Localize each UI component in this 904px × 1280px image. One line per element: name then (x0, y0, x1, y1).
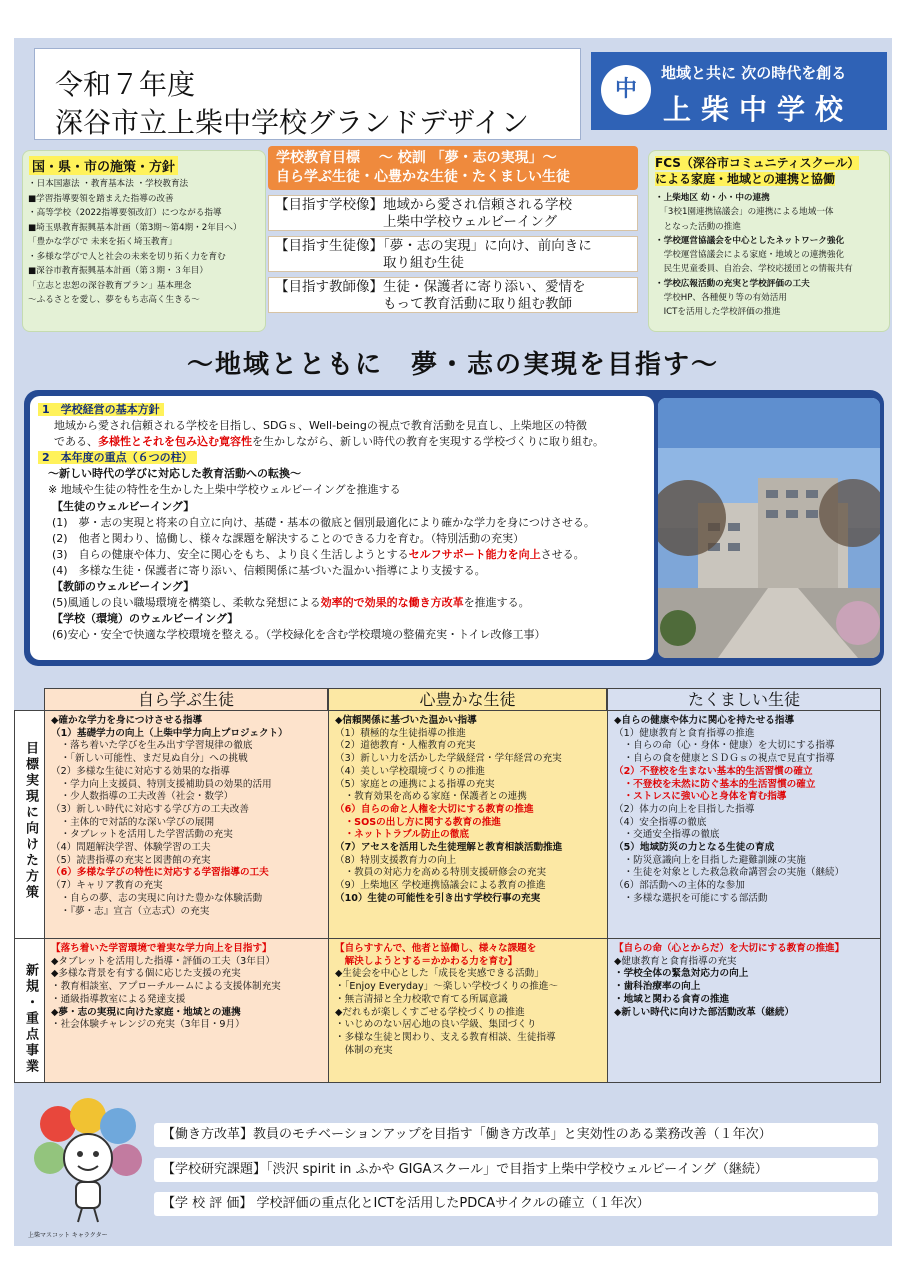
fcs-line: ICTを活用した学校評価の推進 (655, 307, 781, 318)
table-line: （5）地域防災の力となる生徒の育成 (614, 842, 775, 854)
strong-body-strategies (607, 710, 881, 939)
table-line: ・無言清掃と全力校歌で育てる所属意識 (335, 993, 508, 1005)
table-line: ・『夢・志』宣言（立志式）の充実 (51, 905, 210, 917)
fcs-box (648, 150, 890, 332)
fcs-heading: FCS（深谷市コミュニティスクール） による家庭・地域との連携と協働 (655, 156, 860, 186)
page-title: 深谷市立上柴中学校グランドデザイン (55, 106, 530, 139)
table-line: ・SOSの出し方に関する教育の推進 (335, 816, 501, 828)
table-line: （4）美しい学校環境づくりの推進 (335, 765, 486, 777)
policy-line: ・高等学校（2022指導要領改訂）につながる指導 (28, 208, 222, 218)
management-policy-text: 地域から愛され信頼される学校を目指し、SDGｓ、Well-beingの視点で教育活動を見直し、上柴地区の特徴 (54, 419, 587, 433)
policy-line: ■学習指導要領を踏まえた指導の改善 (28, 193, 174, 204)
self-learning-strategies (44, 710, 329, 939)
table-line: ・落ち着いた学びを生み出す学習規律の徹底 (51, 740, 253, 752)
pillar-5: (5)風通しの良い職場環境を構築し、柔軟な発想による効率的で効果的な働き方改革を推進する。 (52, 596, 530, 610)
table-line: （2）体力の向上を目指した指導 (614, 803, 755, 815)
fcs-line: 民生児童委員、自治会、学校応援団との情報共有 (655, 264, 853, 275)
goal-row-line2: 取り組む生徒 (275, 255, 464, 271)
goal-row-line1: 【目指す生徒像】「夢・志の実現」に向け、前向きに (275, 238, 592, 254)
table-line: ◆多様な背景を有する個に応じた支援の充実 (51, 968, 241, 980)
title-year: 令和７年度 (55, 68, 196, 101)
table-line: ・教育効果を高める家庭・保護者との連携 (335, 791, 527, 803)
table-line: ・学校全体の緊急対応力の向上 (614, 968, 749, 980)
goal-head-line1: 学校教育目標 〜 校訓 「夢・志の実現」〜 (276, 150, 557, 166)
table-line: ・交通安全指導の徹底 (614, 829, 720, 841)
table-line: （9）上柴地区 学校連携協議会による教育の推進 (335, 880, 546, 892)
table-line: 【自らすすんで、他者と協働し、様々な課題を (335, 943, 537, 954)
mascot-caption: 上柴マスコット キャラクター (28, 1232, 108, 1239)
table-line: ・地域と関わる食育の推進 (614, 993, 730, 1005)
pillar-4: (4) 多様な生徒・保護者に寄り添い、信頼関係に基づいた温かい指導により支援する。 (52, 563, 486, 577)
table-line: （10）生徒の可能性を引き出す学校行事の充実 (335, 892, 541, 904)
table-line: （1）基礎学力の向上（上柴中学力向上プロジェクト） (51, 727, 288, 739)
table-line: （3）新しい時代に対応する学び方の工夫改善 (51, 803, 249, 815)
table-line: ・自らの食を健康とＳＤＧｓの視点で見直す指導 (614, 753, 835, 765)
policy-line: ・多様な学びで人と社会の未来を切り拓く力を育む (28, 251, 226, 262)
goal-row (268, 195, 638, 231)
goal-head-line2: 自ら学ぶ生徒・心豊かな生徒・たくましい生徒 (276, 169, 570, 185)
student-wellbeing-heading: 【生徒のウェルビーイング】 (52, 499, 195, 513)
pillar-3: (3) 自らの健康や体力、安全に関心をもち、より良く生活しようとするセルフサポート能力を向上させる。 (52, 547, 585, 561)
table-line: （2）不登校を生まない基本的生活習慣の確立 (614, 765, 813, 777)
table-line: （4）問題解決学習、体験学習の工夫 (51, 842, 211, 854)
table-line: ・生徒を対象とした救急救命講習会の実施（継続） (614, 867, 845, 879)
table-line: （6）部活動への主体的な参加 (614, 880, 745, 892)
brand-tagline: 地域と共に 次の時代を創る (661, 64, 847, 82)
table-line: ◆新しい時代に向けた部活動改革（継続） (614, 1006, 795, 1018)
table-line: 体制の充実 (335, 1044, 393, 1056)
table-line: ◆確かな学力を身につけさせる指導 (51, 715, 203, 726)
fcs-line: 学校運営協議会による家庭・地域との連携強化 (655, 250, 845, 261)
rich-heart-strategies (328, 710, 608, 939)
table-line: ◆自らの健康や体力に関心を持たせる指導 (614, 715, 795, 726)
table-line: ・少人数指導の工夫改善（社会・数学） (51, 791, 234, 803)
table-line: ・いじめのない居心地の良い学級、集団づくり (335, 1019, 537, 1031)
strong-body-projects (607, 938, 881, 1083)
grand-design-sheet (14, 38, 892, 1246)
table-line: ・ストレスに強い心と身体を育む指導 (614, 791, 787, 803)
fcs-line: 「3校1園連携協議会」の連携による地域一体 (655, 207, 834, 218)
header-self-learning: 自ら学ぶ生徒 (44, 688, 328, 711)
school-wellbeing-heading: 【学校（環境）のウェルビーイング】 (52, 612, 239, 626)
teacher-wellbeing-heading: 【教師のウェルビーイング】 (52, 580, 195, 594)
table-line: （5）家庭との連携による指導の充実 (335, 778, 495, 790)
table-line: ・「Enjoy Everyday」〜楽しい学校づくりの推進〜 (335, 981, 559, 993)
policy-line: ■深谷市教育振興基本計画（第３期・３年目） (28, 266, 208, 276)
table-line: ◆夢・志の実現に向けた家庭・地域との連携 (51, 1006, 241, 1018)
pillar-1: (1) 夢・志の実現と将来の自立に向け、基礎・基本の徹底と個別最適化により確かな学力を身につけさせる。 (52, 515, 595, 529)
table-line: ◆だれもが楽しくすごせる学校づくりの推進 (335, 1006, 525, 1018)
side-label-strategies: 目標実現に向けた方策 (23, 741, 38, 901)
management-subtitle: 〜新しい時代の学びに対応した教育活動への転換〜 (48, 467, 301, 481)
table-line: （7）キャリア教育の充実 (51, 880, 163, 892)
brand-school-name: 上柴中学校 (663, 93, 854, 126)
research-theme-bar: 【学校研究課題】「渋沢 spirit in ふかや GIGAスクール」で目指す上柴中学校ウェルビーイング（継続） (154, 1158, 878, 1182)
goal-row (268, 236, 638, 272)
table-line: （6）自らの命と人権を大切にする教育の推進 (335, 803, 534, 815)
goal-head (268, 146, 638, 190)
policy-heading: 国・県・市の施策・方針 (29, 156, 178, 175)
policy-line: 「立志と忠恕の深谷教育プラン」基本理念 (28, 280, 192, 291)
self-learning-projects (44, 938, 329, 1083)
table-line: ・自らの夢、志の実現に向けた豊かな体験活動 (51, 892, 263, 904)
header-rich-heart: 心豊かな生徒 (328, 688, 607, 711)
mascot (28, 1096, 148, 1238)
table-line: ・通級指導教室による発達支援 (51, 993, 186, 1005)
goal-row-line2: 上柴中学校ウェルビーイング (275, 214, 558, 230)
strategy-table (14, 688, 892, 1088)
policy-line: 〜ふるさとを愛し、夢をもち志高く生きる〜 (28, 295, 200, 305)
policy-box (22, 150, 266, 332)
fcs-line: ・学校広報活動の充実と学校評価の工夫 (655, 278, 810, 289)
management-heading-2: 2 本年度の重点（６つの柱） (38, 451, 197, 464)
table-line: 【落ち着いた学習環境で着実な学力向上を目指す】 (51, 943, 272, 954)
policy-line: ■埼玉県教育振興基本計画（第3期〜第4期・2年目へ） (28, 222, 242, 233)
table-line: ・タブレットを活用した学習活動の充実 (51, 829, 233, 841)
table-line: （1）積極的な生徒指導の推進 (335, 727, 466, 739)
table-line: （2）道徳教育・人権教育の充実 (335, 740, 476, 752)
table-line: ・教員の対応力を高める特別支援研修会の充実 (335, 867, 547, 879)
table-line: ・多様な生徒と関わり、支える教育相談、生徒指導 (335, 1031, 556, 1043)
pillar-2: (2) 他者と関わり、協働し、様々な課題を解決することのできる力を育む。（特別活動の充実） (52, 531, 525, 545)
table-line: （2）多様な生徒に対応する効果的な指導 (51, 765, 230, 777)
side-label-cell-2 (14, 938, 45, 1083)
table-line: ◆生徒会を中心とした「成長を実感できる活動」 (335, 968, 544, 980)
side-label-cell-1 (14, 710, 45, 939)
school-evaluation-bar: 【学 校 評 価】 学校評価の重点化とICTを活用したPDCAサイクルの確立（１年次） (154, 1192, 878, 1216)
rich-heart-projects (328, 938, 608, 1083)
header-strong-body: たくましい生徒 (607, 688, 881, 711)
table-line: ・多様な選択を可能にする部活動 (614, 892, 768, 904)
table-line: ・学力向上支援員、特別支援補助員の効果的活用 (51, 778, 272, 790)
table-line: （5）読書指導の充実と図書館の充実 (51, 854, 211, 866)
pillar-6: (6)安心・安全で快適な学校環境を整える。（学校緑化を含む学校環境の整備充実・トイレ改修工事） (52, 628, 546, 642)
table-line: ・歯科治療率の向上 (614, 981, 701, 993)
table-line: ・社会体験チャレンジの充実（3年目・9月） (51, 1019, 245, 1031)
table-line: ・ネットトラブル防止の徹底 (335, 829, 469, 841)
table-line: ◆信頼関係に基づいた温かい指導 (335, 715, 477, 726)
goal-row-line1: 【目指す学校像】地域から愛され信頼される学校 (275, 197, 572, 213)
table-line: （4）安全指導の徹底 (614, 816, 707, 828)
work-style-reform-bar: 【働き方改革】教員のモチベーションアップを目指す「働き方改革」と実効性のある業務改善（１年次） (154, 1123, 878, 1147)
table-line: ・不登校を未然に防ぐ基本的生活習慣の確立 (614, 778, 816, 790)
fcs-line: となった活動の推進 (655, 221, 741, 232)
table-line: ◆健康教育と食育指導の充実 (614, 955, 737, 967)
table-line: （6）多様な学びの特性に対応する学習指導の工夫 (51, 867, 269, 879)
table-line: 【自らの命（心とからだ）を大切にする教育の推進】 (614, 943, 845, 954)
goal-row (268, 277, 638, 313)
table-line: 解決しようとする＝かかわる力を育む】 (335, 955, 518, 967)
management-panel (24, 390, 884, 666)
policy-line: ・日本国憲法 ・教育基本法 ・学校教育法 (28, 179, 189, 189)
school-building-photo (658, 398, 880, 658)
school-emblem-icon: 中 (601, 65, 651, 115)
fcs-line: ・学校運営協議会を中心としたネットワーク強化 (655, 235, 845, 246)
table-line: ・防災意識向上を目指した避難訓練の実施 (614, 854, 806, 866)
fcs-line: ・上柴地区 幼・小・中の連携 (655, 193, 770, 203)
table-line: ・教育相談室、アプローチルームによる支援体制充実 (51, 981, 281, 993)
table-line: （7）アセスを活用した生徒理解と教育相談活動推進 (335, 842, 563, 854)
table-line: ・「新しい可能性、まだ見ぬ自分」への挑戦 (51, 753, 248, 765)
table-line: ・自らの命（心・身体・健康）を大切にする指導 (614, 740, 835, 752)
school-goal-box (268, 146, 638, 313)
management-note: ※ 地域や生徒の特性を生かした上柴中学校ウェルビーイングを推進する (48, 483, 401, 497)
goal-row-line2: もって教育活動に取り組む教師 (275, 296, 572, 312)
title-panel (34, 48, 581, 140)
table-line: （1）健康教育と食育指導の推進 (614, 727, 755, 739)
management-heading-1: 1 学校経営の基本方針 (38, 403, 164, 416)
management-text (30, 396, 654, 660)
table-line: ◆タブレットを活用した指導・評価の工夫（3年目） (51, 955, 276, 967)
goal-row-line1: 【目指す教師像】生徒・保護者に寄り添い、愛情を (275, 279, 586, 295)
side-label-key-projects: 新規・重点事業 (23, 963, 38, 1075)
school-brand-panel (591, 52, 887, 130)
table-line: ・主体的で対話的な深い学びの展開 (51, 816, 215, 828)
policy-line: 「豊かな学びで 未来を拓く埼玉教育」 (28, 237, 177, 247)
slogan: 〜地域とともに 夢・志の実現を目指す〜 (186, 350, 719, 380)
fcs-line: 学校HP、各種便り等の有効活用 (655, 293, 787, 304)
management-policy-text-2: である、多様性とそれを包み込む寛容性を生かしながら、新しい時代の教育を実現する学校づくりに取り組む。 (54, 435, 604, 449)
table-line: （8）特別支援教育力の向上 (335, 854, 457, 866)
table-line: （3）新しい力を活かした学級経営・学年経営の充実 (335, 753, 562, 765)
